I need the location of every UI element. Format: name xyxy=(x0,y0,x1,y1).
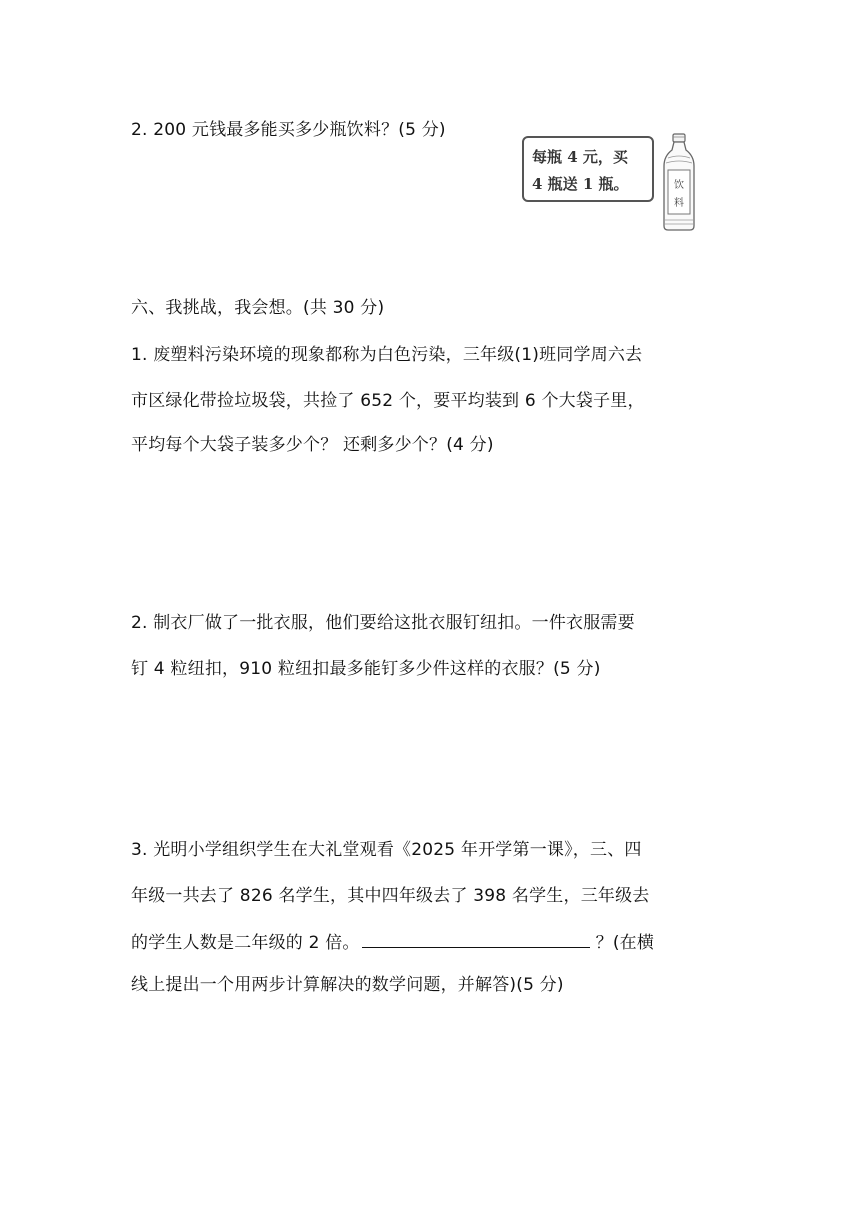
bottle-label-char: 料 xyxy=(674,198,684,209)
promo-line: 4 瓶送 1 瓶。 xyxy=(532,175,629,193)
question-text: 2. 制衣厂做了一批衣服，他们要给这批衣服钉纽扣。一件衣服需要 xyxy=(131,613,635,633)
question-text: 的学生人数是二年级的 2 倍。 xyxy=(131,933,360,953)
question-text: 年级一共去了 826 名学生，其中四年级去了 398 名学生，三年级去 xyxy=(131,886,650,906)
section-heading: 六、我挑战，我会想。(共 30 分) xyxy=(131,298,385,318)
drink-bottle-icon xyxy=(660,132,698,232)
question-text: 3. 光明小学组织学生在大礼堂观看《2025 年开学第一课》，三、四 xyxy=(131,840,642,860)
answer-blank[interactable] xyxy=(362,929,590,948)
question-text: 线上提出一个用两步计算解决的数学问题，并解答)(5 分) xyxy=(131,975,564,995)
bottle-label-char: 饮 xyxy=(674,180,684,191)
question-text: 平均每个大袋子装多少个？ 还剩多少个？(4 分) xyxy=(131,435,494,455)
question-text: 2. 200 元钱最多能买多少瓶饮料？(5 分) xyxy=(131,120,446,140)
question-text: 市区绿化带捡垃圾袋，共捡了 652 个，要平均装到 6 个大袋子里， xyxy=(131,391,645,411)
question-line xyxy=(131,929,654,955)
question-text: 钉 4 粒纽扣，910 粒纽扣最多能钉多少件这样的衣服？(5 分) xyxy=(131,659,601,679)
promo-sign xyxy=(522,136,654,202)
question-text: ？(在横 xyxy=(595,933,655,953)
question-text: 1. 废塑料污染环境的现象都称为白色污染，三年级(1)班同学周六去 xyxy=(131,345,643,365)
promo-line: 每瓶 4 元，买 xyxy=(532,148,628,166)
